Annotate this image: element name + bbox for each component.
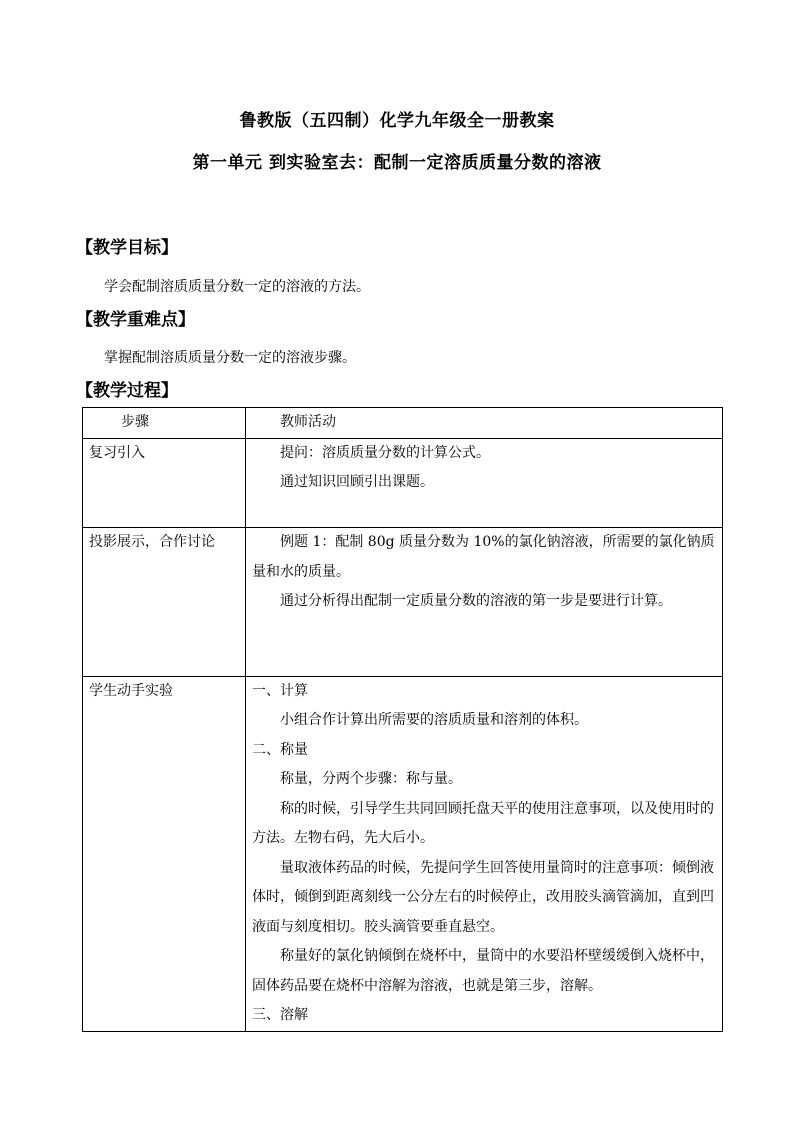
activity-cell [246,438,723,528]
activity-line: 量取液体药品的时候，先提问学生回答使用量筒时的注意事项：倾倒液体时，倾倒到距离刻线一公分左右的时候停止，改用胶头滴管滴加，直到凹液面与刻度相切。胶头滴管要垂直悬空。 [252,859,714,935]
activity-line: 通过知识回顾引出课题。 [280,474,434,490]
table-header-row [83,408,723,439]
document-title: 鲁教版（五四制）化学九年级全一册教案 [239,111,555,131]
activity-line: 小组合作计算出所需要的溶质质量和溶剂的体积。 [280,712,588,728]
teaching-process-table [82,407,723,1032]
activity-line: 称量好的氯化钠倾倒在烧杯中，量筒中的水要沿杯壁缓缓倒入烧杯中，固体药品要在烧杯中溶解为溶液，也就是第三步，溶解。 [252,948,714,994]
activity-line: 提问：溶质质量分数的计算公式。 [280,444,490,461]
activity-cell [246,528,723,677]
table-row [83,438,723,528]
objectives-heading: 【教学目标】 [76,238,178,258]
step-label: 复习引入 [89,444,145,461]
activity-line: 通过分析得出配制一定质量分数的溶液的第一步是要进行计算。 [280,593,672,609]
key-points-text: 掌握配制溶质质量分数一定的溶液步骤。 [104,350,356,366]
objectives-text: 学会配制溶质质量分数一定的溶液的方法。 [104,279,370,295]
step-cell [83,528,246,677]
step-cell [83,676,246,1031]
activity-line: 二、称量 [252,741,308,758]
step-label: 学生动手实验 [89,682,173,699]
table-row [83,528,723,677]
document-subtitle: 第一单元 到实验室去：配制一定溶质质量分数的溶液 [192,153,602,173]
header-step: 步骤 [83,408,246,439]
table-row [83,676,723,1031]
activity-line: 称量，分两个步骤：称与量。 [280,771,462,787]
header-teacher-activity: 教师活动 [246,408,723,439]
process-heading: 【教学过程】 [76,381,178,401]
activity-line: 称的时候，引导学生共同回顾托盘天平的使用注意事项，以及使用时的方法。左物右码，先大后小。 [252,800,714,846]
step-cell [83,438,246,528]
activity-line: 一、计算 [252,682,308,699]
activity-line: 例题 1：配制 80g 质量分数为 10%的氯化钠溶液，所需要的氯化钠质量和水的质量。 [252,534,715,580]
activity-line: 三、溶解 [252,1007,308,1023]
key-points-heading: 【教学重难点】 [76,310,195,330]
step-label: 投影展示，合作讨论 [89,534,215,550]
activity-cell [246,676,723,1031]
